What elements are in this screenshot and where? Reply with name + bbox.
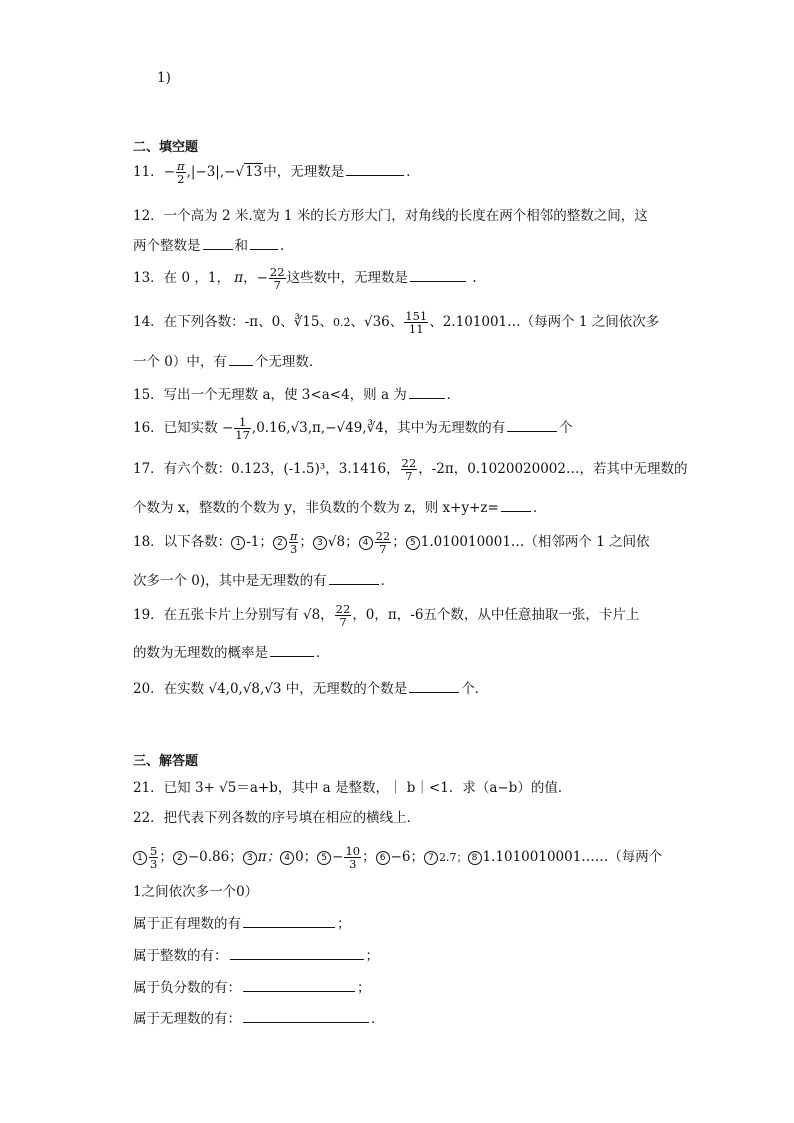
fraction-5-3 [149, 845, 158, 870]
circled-number: 3 [313, 536, 327, 550]
q22-text: −0.86； [187, 849, 243, 866]
row-label: 属于负分数的有： [133, 980, 241, 996]
denominator: 3 [349, 857, 357, 872]
fraction-22-7 [401, 457, 418, 482]
question-13 [133, 266, 477, 291]
q17-text: 个数为 x，整数的个数为 y，非负数的个数为 z，则 x+y+z= [133, 500, 499, 516]
denominator: 7 [273, 278, 281, 293]
circled-number: 8 [468, 851, 482, 865]
numerator: 10 [345, 844, 361, 858]
answer-blank[interactable] [243, 1010, 369, 1023]
q17-text: ，-2π，0.1020020002…，若其中无理数的 [418, 461, 688, 478]
question-19-line2 [133, 641, 330, 661]
sqrt-36: √36 [363, 314, 390, 331]
fraction-22-7 [269, 266, 286, 291]
q14-text: 一个 0）中，有 [133, 354, 227, 370]
q22-text: ； [159, 849, 173, 866]
q18-text: 1.010010001…（相邻两个 1 之间依 [420, 534, 650, 551]
q18-text: 次多一个 0)，其中是无理数的有 [133, 573, 327, 589]
punct: ； [365, 948, 379, 964]
circled-number: 7 [424, 851, 438, 865]
answer-blank[interactable] [409, 680, 459, 693]
question-14-line1 [133, 310, 659, 335]
question-17-line1 [133, 457, 687, 482]
circled-number: 4 [359, 536, 373, 550]
denominator: 7 [379, 542, 387, 557]
q22-text: 2.7； [439, 851, 468, 865]
question-20 [133, 677, 488, 697]
answer-blank[interactable] [346, 163, 404, 176]
question-11 [133, 160, 420, 185]
q16-text: 16．已知实数 − [133, 420, 234, 437]
minus-sign: − [332, 849, 344, 866]
q18-text: -1； [246, 534, 273, 551]
question-14-line2 [133, 350, 322, 370]
row-label: 属于整数的有： [133, 948, 228, 964]
question-18-line1 [133, 530, 650, 555]
q14-text: 、2.101001…（每两个 1 之间依次多 [429, 314, 660, 331]
circled-number: 2 [173, 851, 187, 865]
minus-sign: − [163, 164, 175, 181]
q22-text: 0； [295, 849, 318, 866]
answer-blank[interactable] [243, 915, 335, 928]
row-integers [133, 944, 379, 964]
circled-number: 4 [280, 851, 294, 865]
pi-symbol: π [234, 270, 244, 287]
answer-blank[interactable] [243, 979, 355, 992]
q22-text: π； [257, 849, 281, 866]
page-fragment: 1) [157, 70, 171, 86]
q19-text: 的数为无理数的概率是 [133, 645, 268, 661]
q12-text: 和 [234, 238, 248, 254]
denominator: 11 [408, 322, 424, 337]
question-15 [133, 383, 460, 403]
q22-text: 1.1010010001……（每两个 [482, 849, 663, 866]
numerator: π [289, 529, 298, 543]
abs-term: ,|−3|,− [186, 164, 236, 181]
answer-blank[interactable] [409, 386, 445, 399]
punct: ． [532, 500, 547, 516]
numerator: 5 [150, 844, 158, 858]
q20-text: 20．在实数 √4,0,√8,√3 中，无理数的个数是 [133, 681, 408, 697]
answer-blank[interactable] [250, 237, 278, 250]
numerator: 22 [335, 602, 351, 616]
fraction-1-17 [234, 416, 251, 441]
question-21: 21．已知 3+ √5＝a+b，其中 a 是整数，｜ b｜<1．求（a−b）的值． [133, 780, 572, 796]
numerator: 22 [269, 265, 285, 279]
answer-blank[interactable] [270, 644, 314, 657]
q13-text: 这些数中，无理数是 [286, 270, 409, 287]
row-positive-rational [133, 912, 351, 932]
punct: ； [357, 980, 371, 996]
answer-blank[interactable] [329, 572, 379, 585]
radicand: 13 [245, 164, 263, 181]
separator: 、 [350, 314, 364, 331]
denominator: 3 [150, 857, 158, 872]
q11-number: 11． [133, 164, 164, 181]
question-22-items [133, 845, 662, 870]
q12-text: 两个整数是 [133, 238, 201, 254]
answer-blank[interactable] [230, 947, 364, 960]
fraction-pi-3 [289, 530, 299, 555]
answer-blank[interactable] [501, 499, 531, 512]
q22-text: ； [362, 849, 376, 866]
denominator: 7 [405, 469, 413, 484]
q20-text: 个． [461, 681, 489, 697]
question-18-line2 [133, 569, 394, 589]
q13-text: 13．在 0 ，1， [133, 270, 235, 287]
fraction-10-3 [344, 845, 361, 870]
row-irrational [133, 1007, 385, 1027]
section-answer: 三、解答题 [133, 754, 199, 769]
circled-number: 6 [376, 851, 390, 865]
q18-text: √8； [327, 534, 359, 551]
q19-text: ，0，π，-6五个数，从中任意抽取一张，卡片上 [352, 607, 640, 624]
answer-blank[interactable] [507, 419, 557, 432]
fraction-22-7 [375, 530, 392, 555]
numerator: π [177, 159, 185, 173]
denominator: 7 [339, 615, 347, 630]
q15-text: 15．写出一个无理数 a，使 3<a<4，则 a 为 [133, 387, 407, 403]
answer-blank[interactable] [410, 269, 466, 282]
q11-text: 中，无理数是 [263, 164, 345, 181]
q18-text: ； [392, 534, 406, 551]
row-label: 属于正有理数的有 [133, 916, 241, 932]
circled-number: 1 [231, 536, 245, 550]
numerator: 1 [234, 416, 251, 429]
sqrt-13: √13 [235, 164, 263, 181]
punct: ． [380, 573, 395, 589]
answer-blank[interactable] [203, 237, 233, 250]
q13-text: ，− [243, 270, 268, 287]
q18-text: 18．以下各数： [133, 534, 232, 551]
punct: ； [337, 916, 351, 932]
answer-blank[interactable] [229, 353, 253, 366]
cube-root-15: ∛15 [293, 314, 320, 331]
question-12-line1: 12．一个高为 2 米.宽为 1 米的长方形大门，对角线的长度在两个相邻的整数之间，这 [133, 208, 648, 224]
section-fill-in: 二、填空题 [133, 140, 199, 155]
q19-text: 19．在五张卡片上分别写有 √8， [133, 607, 334, 624]
row-negative-fractions [133, 976, 371, 996]
numerator: 22 [375, 529, 391, 543]
q16-text: 个 [559, 420, 573, 437]
q17-text: 17．有六个数：0.123，(-1.5)³，3.1416， [133, 461, 400, 478]
separator: 、 [319, 314, 333, 331]
question-22-line2: 1之间依次多一个0） [133, 884, 259, 900]
repeating-decimal: 0.2̇ [332, 316, 351, 330]
q18-text: ； [299, 534, 313, 551]
circled-number: 5 [317, 851, 331, 865]
punct: ． [316, 645, 330, 661]
fraction-22-7 [335, 603, 352, 628]
punct: ． [406, 164, 420, 181]
numerator: 22 [401, 456, 417, 470]
fraction-pi-over-2 [176, 160, 186, 185]
q16-text: ,0.16,√3,π,−√49,∛4，其中为无理数的有 [251, 420, 506, 437]
q14-text: 个无理数． [254, 354, 323, 370]
denominator: 17 [235, 428, 250, 443]
row-label: 属于无理数的有： [133, 1011, 241, 1027]
question-17-line2 [133, 496, 546, 516]
circled-number: 1 [133, 851, 147, 865]
numerator: 151 [405, 309, 428, 323]
circled-number: 5 [406, 536, 420, 550]
q14-text: 14．在下列各数：-π、0、 [133, 314, 294, 331]
question-19-line1 [133, 603, 639, 628]
circled-number: 3 [243, 851, 257, 865]
denominator: 3 [289, 542, 298, 557]
punct: . [468, 270, 477, 287]
denominator: 2 [177, 172, 185, 187]
punct: ． [446, 387, 461, 403]
circled-number: 2 [273, 536, 287, 550]
q22-text: −6； [390, 849, 425, 866]
punct: . [280, 238, 285, 254]
fraction-151-11 [404, 310, 428, 335]
separator: 、 [389, 314, 404, 331]
question-22-title: 22．把代表下列各数的序号填在相应的横线上． [133, 810, 421, 826]
question-16 [133, 416, 573, 441]
punct: ． [371, 1011, 385, 1027]
question-12-line2 [133, 234, 284, 254]
